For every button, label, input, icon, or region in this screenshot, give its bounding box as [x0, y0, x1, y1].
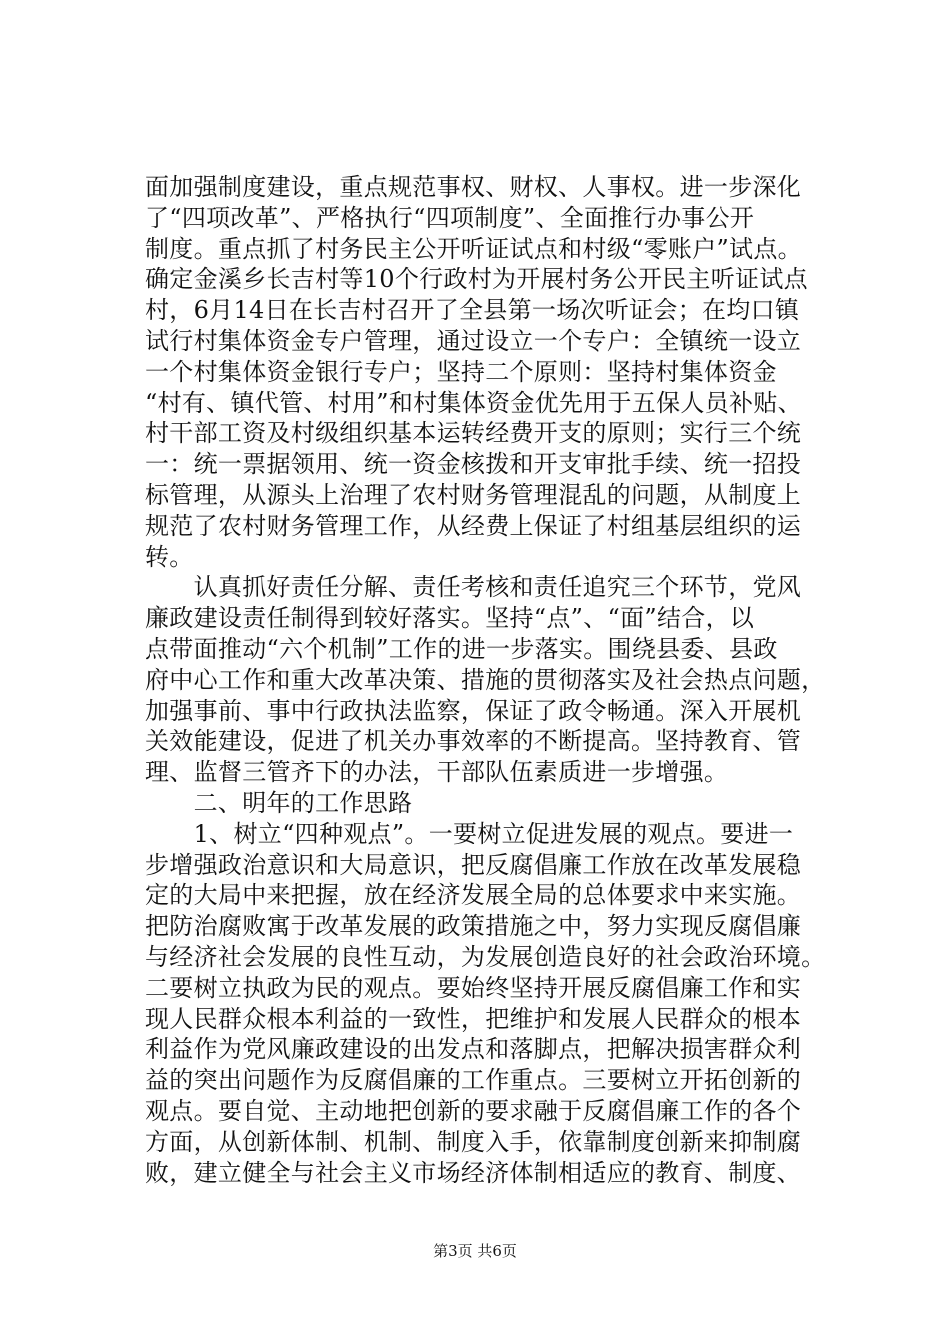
text-line: 村干部工资及村级组织基本运转经费开支的原则；实行三个统 — [145, 419, 802, 448]
text-line: 认真抓好责任分解、责任考核和责任追究三个环节，党风 — [145, 573, 802, 602]
text-line: 府中心工作和重大改革决策、措施的贯彻落实及社会热点问题， — [145, 665, 826, 694]
text-line: 1、树立“四种观点”。一要树立促进发展的观点。要进一 — [145, 819, 794, 848]
text-line: 一：统一票据领用、统一资金核拨和开支审批手续、统一招投 — [145, 450, 802, 479]
text-line: 步增强政治意识和大局意识，把反腐倡廉工作放在改革发展稳 — [145, 850, 802, 879]
text-line: 把防治腐败寓于改革发展的政策措施之中，努力实现反腐倡廉 — [145, 912, 802, 941]
text-line: “村有、镇代管、村用”和村集体资金优先用于五保人员补贴、 — [145, 388, 802, 417]
text-line: 现人民群众根本利益的一致性，把维护和发展人民群众的根本 — [145, 1004, 802, 1033]
text-line: 廉政建设责任制得到较好落实。坚持“点”、“面”结合，以 — [145, 604, 755, 633]
text-line: 观点。要自觉、主动地把创新的要求融于反腐倡廉工作的各个 — [145, 1096, 802, 1125]
text-line: 规范了农村财务管理工作，从经费上保证了村组基层组织的运 — [145, 511, 802, 540]
text-line: 试行村集体资金专户管理，通过设立一个专户：全镇统一设立 — [145, 326, 802, 355]
text-line: 败，建立健全与社会主义市场经济体制相适应的教育、制度、 — [145, 1158, 802, 1187]
document-body — [145, 172, 845, 1188]
text-line: 确定金溪乡长吉村等10个行政村为开展村务公开民主听证试点 — [145, 265, 808, 294]
text-line: 与经济社会发展的良性互动，为发展创造良好的社会政治环境。 — [145, 942, 826, 971]
text-line: 了“四项改革”、严格执行“四项制度”、全面推行办事公开 — [145, 203, 755, 232]
text-line: 标管理，从源头上治理了农村财务管理混乱的问题，从制度上 — [145, 480, 802, 509]
text-line: 制度。重点抓了村务民主公开听证试点和村级“零账户”试点。 — [145, 234, 802, 263]
text-line: 村，6月14日在长吉村召开了全县第一场次听证会；在均口镇 — [145, 296, 800, 325]
page-footer: 第3页 共6页 — [433, 1242, 517, 1260]
text-line: 方面，从创新体制、机制、制度入手，依靠制度创新来抑制腐 — [145, 1127, 802, 1156]
text-line: 一个村集体资金银行专户；坚持二个原则：坚持村集体资金 — [145, 357, 777, 386]
text-line: 二、明年的工作思路 — [145, 788, 413, 817]
text-line: 理、监督三管齐下的办法，干部队伍素质进一步增强。 — [145, 758, 729, 787]
text-line: 利益作为党风廉政建设的出发点和落脚点，把解决损害群众利 — [145, 1035, 802, 1064]
text-line: 定的大局中来把握，放在经济发展全局的总体要求中来实施。 — [145, 881, 802, 910]
text-line: 关效能建设，促进了机关办事效率的不断提高。坚持教育、管 — [145, 727, 802, 756]
text-line: 益的突出问题作为反腐倡廉的工作重点。三要树立开拓创新的 — [145, 1066, 802, 1095]
text-line: 加强事前、事中行政执法监察，保证了政令畅通。深入开展机 — [145, 696, 802, 725]
text-line: 二要树立执政为民的观点。要始终坚持开展反腐倡廉工作和实 — [145, 973, 802, 1002]
text-line: 面加强制度建设，重点规范事权、财权、人事权。进一步深化 — [145, 173, 802, 201]
text-line: 点带面推动“六个机制”工作的进一步落实。围绕县委、县政 — [145, 634, 778, 663]
text-line: 转。 — [145, 542, 194, 571]
